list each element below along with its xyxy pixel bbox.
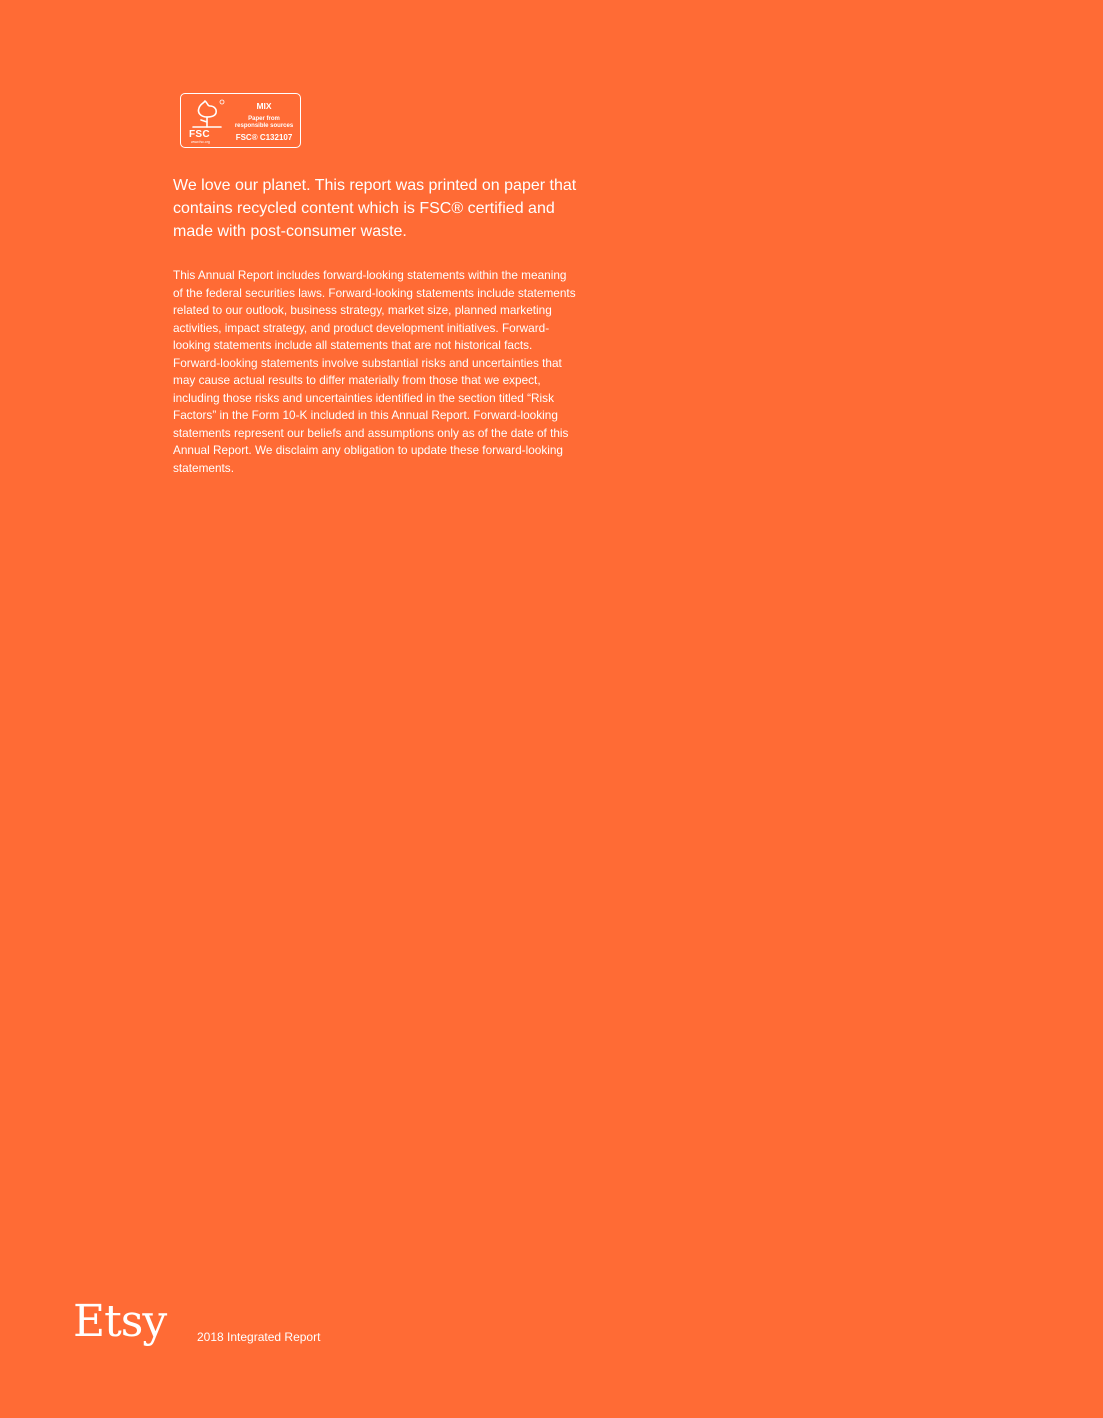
- fsc-source-label: Paper from responsible sources: [234, 115, 294, 129]
- fsc-brand-mark: FSC: [189, 129, 210, 140]
- planet-statement: We love our planet. This report was printed on paper that contains recycled content which is FSC® certified and made with post-consumer waste.: [173, 177, 577, 240]
- etsy-logo: Etsy: [73, 1296, 167, 1347]
- fsc-mix-label: MIX: [256, 101, 272, 111]
- fsc-license-code: FSC® C132107: [235, 132, 293, 142]
- fsc-website: www.fsc.org: [191, 140, 210, 144]
- report-title: 2018 Integrated Report: [197, 1330, 321, 1344]
- fsc-label-text: [228, 102, 300, 142]
- fsc-certification-label: [180, 93, 301, 148]
- forward-looking-disclaimer: This Annual Report includes forward-looking statements within the meaning of the federal securities laws. Forward-looking statements include statements related to our outlook, business strategy, market size, planned marketing activities, impact strategy, and product development initiatives. Forward-looking statements include all statements that are not historical facts. Forward-looking statements involve substantial risks and uncertainties that may cause actual results to differ materially from those that we expect, including those risks and uncertainties identified in the section titled “Risk Factors” in the Form 10-K included in this Annual Report. Forward-looking statements represent our beliefs and assumptions only as of the date of this Annual Report. We disclaim any obligation to update these forward-looking statements.: [173, 268, 576, 475]
